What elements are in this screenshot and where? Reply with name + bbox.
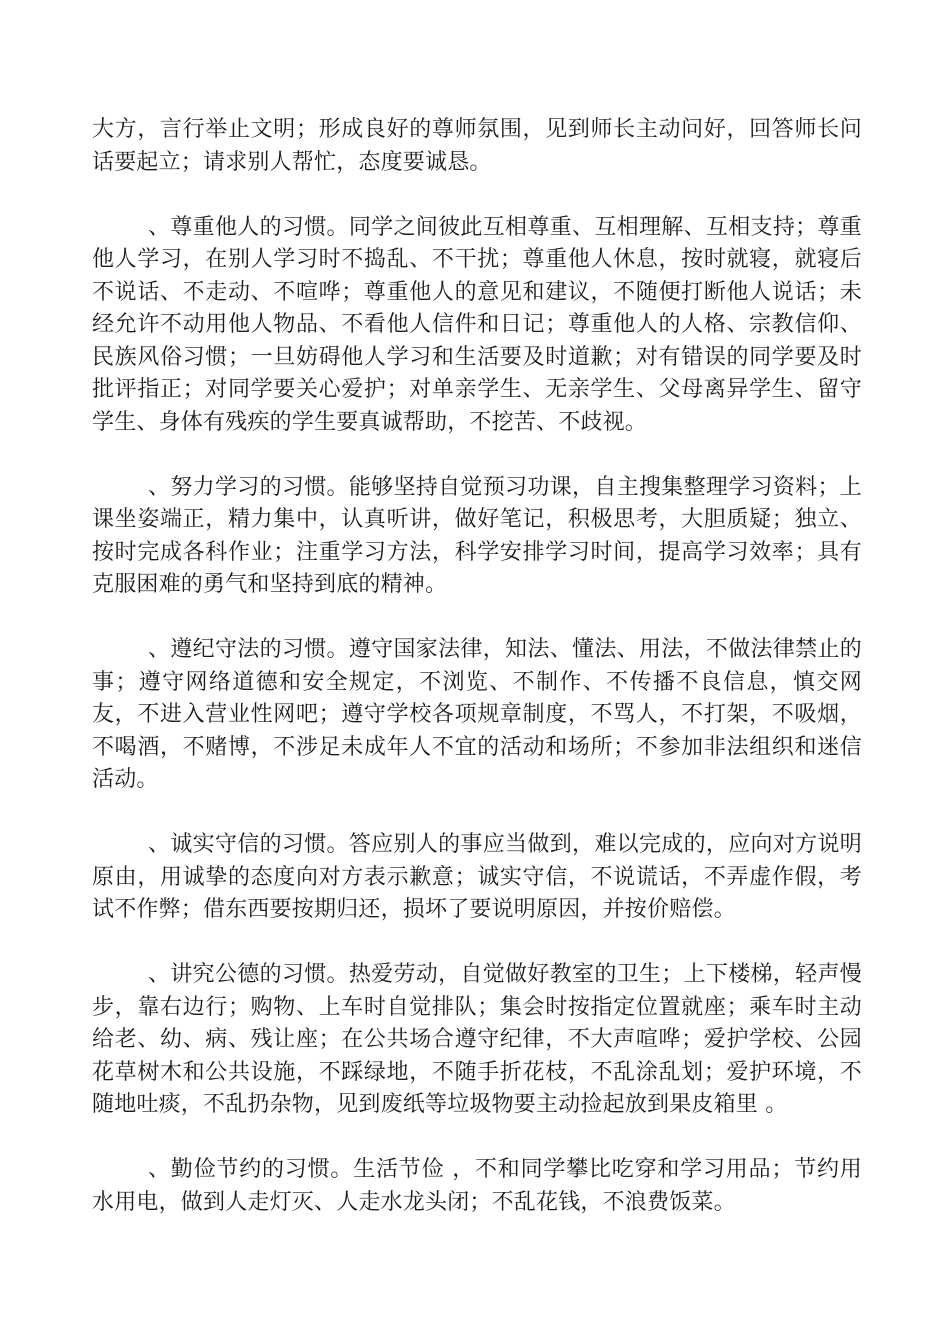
paragraph-study-habits: 、努力学习的习惯。能够坚持自觉预习功课，自主搜集整理学习资料；上课坐姿端正，精力集中，认真听讲，做好笔记，积极思考，大胆质疑；独立、按时完成各科作业；注重学习方法，科学安排学习时间，提高学习效率；具有克服困难的勇气和坚持到底的精神。 xyxy=(92,474,862,597)
paragraph-public-morality: 、讲究公德的习惯。热爱劳动，自觉做好教室的卫生；上下楼梯，轻声慢步，靠右边行；购物、上车时自觉排队；集会时按指定位置就座；乘车时主动给老、幼、病、残让座；在公共场合遵守纪律，不大声喧哗；爱护学校、公园花草树木和公共设施，不踩绿地，不随手折花枝，不乱涂乱划；爱护环境，不随地吐痰，不乱扔杂物，见到废纸等垃圾物要主动捡起放到果皮箱里 。 xyxy=(92,962,862,1117)
document-page xyxy=(92,114,862,1219)
paragraph-honesty: 、诚实守信的习惯。答应别人的事应当做到，难以完成的，应向对方说明原由，用诚挚的态度向对方表示歉意；诚实守信，不说谎话，不弄虚作假，考试不作弊；借东西要按期归还，损坏了要说明原因，并按价赔偿。 xyxy=(92,832,862,922)
paragraph-respect-others: 、尊重他人的习惯。同学之间彼此互相尊重、互相理解、互相支持；尊重他人学习，在别人学习时不捣乱、不干扰；尊重他人休息，按时就寝，就寝后不说话、不走动、不喧哗；尊重他人的意见和建议，不随便打断他人说话；未经允许不动用他人物品、不看他人信件和日记；尊重他人的人格、宗教信仰、民族风俗习惯；一旦妨碍他人学习和生活要及时道歉；对有错误的同学要及时批评指正；对同学要关心爱护；对单亲学生、无亲学生、父母离异学生、留守学生、身体有残疾的学生要真诚帮助，不挖苦、不歧视。 xyxy=(92,214,862,435)
paragraph-thrift: 、勤俭节约的习惯。生活节俭 ，不和同学攀比吃穿和学习用品；节约用水用电，做到人走灯灭、人走水龙头闭；不乱花钱，不浪费饭菜。 xyxy=(92,1157,862,1215)
paragraph-law-abiding: 、遵纪守法的习惯。遵守国家法律，知法、懂法、用法，不做法律禁止的事；遵守网络道德和安全规定，不浏览、不制作、不传播不良信息，慎交网友，不进入营业性网吧；遵守学校各项规章制度，不骂人，不打架，不吸烟，不喝酒，不赌博，不涉足未成年人不宜的活动和场所；不参加非法组织和迷信活动。 xyxy=(92,637,862,792)
paragraph-etiquette-continuation: 大方，言行举止文明；形成良好的尊师氛围，见到师长主动问好，回答师长问话要起立；请求别人帮忙，态度要诚恳。 xyxy=(92,117,862,175)
